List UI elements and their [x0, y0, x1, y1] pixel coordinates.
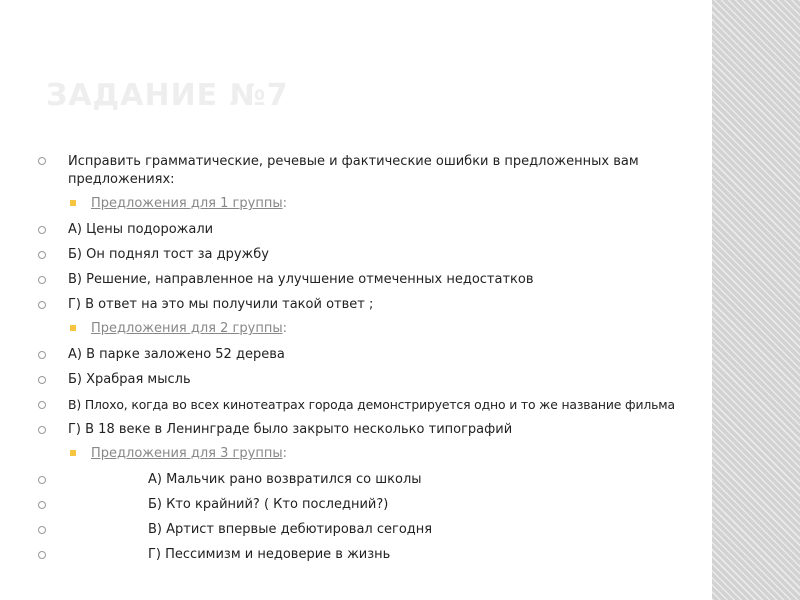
bullet-icon: [38, 401, 46, 409]
bullet-icon: [38, 476, 46, 484]
bullet-icon: [38, 251, 46, 259]
bullet-icon: [38, 551, 46, 559]
decorative-hatched-band: [712, 0, 800, 600]
bullet-icon: [38, 157, 46, 165]
sentence-2d: Г) В 18 веке в Ленинграде было закрыто несколько типографий: [68, 422, 513, 437]
sentence-2c: В) Плохо, когда во всех кинотеатрах города демонстрируется одно и то же название фильма: [68, 397, 675, 412]
bullet-icon: [38, 276, 46, 284]
slide-title: ЗАДАНИЕ №7: [46, 78, 289, 113]
sentence-3a: А) Мальчик рано возвратился со школы: [148, 472, 422, 487]
bullet-icon: [38, 301, 46, 309]
square-bullet-icon: [70, 450, 76, 456]
group-3-heading: Предложения для 3 группы:: [91, 446, 287, 461]
sentence-3d: Г) Пессимизм и недоверие в жизнь: [148, 547, 391, 562]
square-bullet-icon: [70, 325, 76, 331]
bullet-icon: [38, 426, 46, 434]
bullet-icon: [38, 526, 46, 534]
group-1-heading: Предложения для 1 группы:: [91, 196, 287, 211]
sentence-3b: Б) Кто крайний? ( Кто последний?): [148, 497, 389, 512]
bullet-icon: [38, 501, 46, 509]
group-2-heading: Предложения для 2 группы:: [91, 321, 287, 336]
square-bullet-icon: [70, 200, 76, 206]
bullet-icon: [38, 376, 46, 384]
sentence-1a: А) Цены подорожали: [68, 222, 214, 237]
sentence-1b: Б) Он поднял тост за дружбу: [68, 247, 269, 262]
sentence-1c: В) Решение, направленное на улучшение отмеченных недостатков: [68, 272, 534, 287]
bullet-icon: [38, 226, 46, 234]
task-text: Исправить грамматические, речевые и фактические ошибки в предложенных вам предложениях:: [68, 154, 639, 187]
sentence-2a: А) В парке заложено 52 дерева: [68, 347, 285, 362]
bullet-icon: [38, 351, 46, 359]
sentence-2b: Б) Храбрая мысль: [68, 372, 191, 387]
sentence-1d: Г) В ответ на это мы получили такой ответ ;: [68, 297, 374, 312]
sentence-3c: В) Артист впервые дебютировал сегодня: [148, 522, 433, 537]
